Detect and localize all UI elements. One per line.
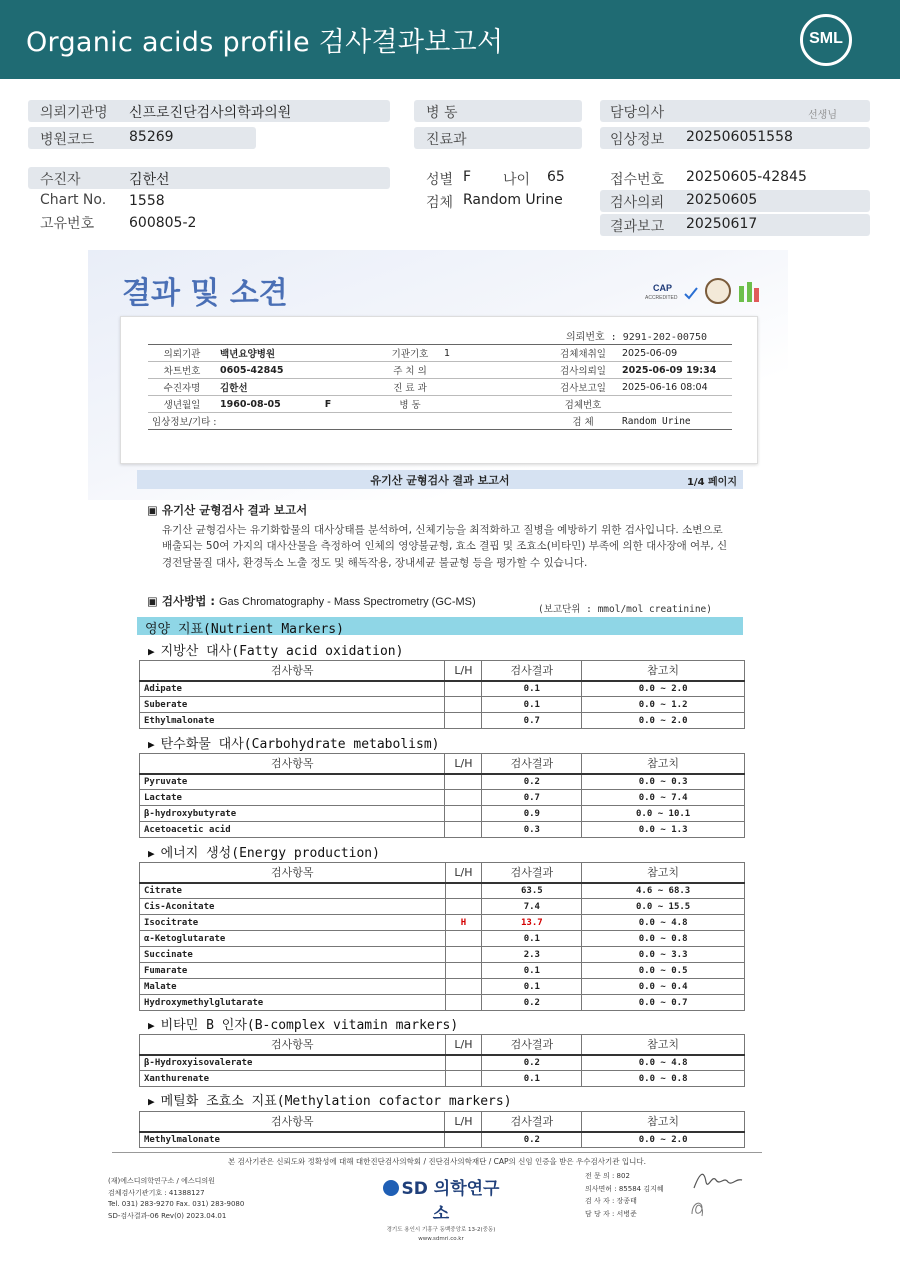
category-title — [148, 640, 403, 659]
lab-logo-block — [376, 1174, 506, 1244]
info-value: Random Urine — [618, 413, 732, 430]
triangle-bullet-icon: ▶ — [148, 1019, 155, 1032]
cap-badge — [643, 282, 699, 302]
result-cell: 0.1 — [482, 963, 582, 979]
result-cell-high: 13.7 — [482, 915, 582, 931]
lab-website: www.sdmri.co.kr — [418, 1236, 464, 1242]
lh-cell — [445, 883, 482, 899]
lh-cell — [445, 979, 482, 995]
results-table — [139, 753, 745, 838]
table-header-row — [140, 1035, 745, 1055]
col-header-ref: 참고치 — [582, 1112, 745, 1132]
receipt-no-label: 접수번호 — [610, 172, 665, 188]
item-cell: Succinate — [140, 947, 446, 963]
info-value: 1 — [440, 345, 548, 362]
table-row — [140, 883, 745, 899]
age-value: 65 — [547, 169, 565, 185]
table-row — [140, 915, 745, 931]
result-cell: 63.5 — [482, 883, 582, 899]
info-label: 생년월일 — [148, 396, 216, 413]
lab-address — [376, 1226, 506, 1244]
intro-paragraph: 유기산 균형검사는 유기화합물의 대사상태를 분석하여, 신체기능을 최적화하고 질병을 예방하기 위한 검사입니다. 소변으로 배출되는 50여 가지의 대사산물을 측정하여 인체의 영양불균형, 효소 결핍 및 조효소(비타민) 부족에 의한 대사장애 여부, 신경전달물질 대사, 환경독소 노출 정도 및 해독작용, 장내세균 불균형 등을 평가할 수 있습니다. — [162, 524, 728, 569]
item-cell: Xanthurenate — [140, 1071, 446, 1087]
info-label: 검 체 — [548, 413, 618, 430]
lh-cell — [445, 681, 482, 697]
lh-flag-high: H — [445, 915, 482, 931]
cap-icon — [643, 282, 699, 302]
lh-cell — [445, 995, 482, 1011]
ref-cell: 0.0 ~ 0.8 — [582, 1071, 745, 1087]
info-value — [440, 379, 548, 396]
report-date-value: 20250617 — [686, 216, 758, 232]
report-date-label: 결과보고 — [610, 219, 665, 235]
results-table — [139, 1034, 745, 1087]
info-label: 주 치 의 — [380, 362, 440, 379]
category-title-text: 지방산 대사(Fatty acid oxidation) — [160, 644, 404, 659]
sml-logo-text: SML — [809, 30, 843, 47]
category-title-text: 에너지 생성(Energy production) — [160, 846, 380, 861]
lh-cell — [445, 1132, 482, 1148]
table-header-row — [140, 863, 745, 883]
info-row — [148, 396, 732, 413]
page-title: Organic acids profile 검사결과보고서 — [26, 27, 504, 58]
report-heading: 결과 및 소견 — [122, 276, 288, 311]
request-no-label: 의뢰번호 : — [566, 332, 617, 343]
requester-label: 의뢰기관명 — [40, 105, 108, 121]
category-title — [148, 842, 380, 861]
info-label: 차트번호 — [148, 362, 216, 379]
specimen-value: Random Urine — [463, 192, 563, 208]
requester-value: 신프로진단검사의학과의원 — [129, 105, 292, 121]
report-info-table — [148, 344, 732, 430]
info-label — [380, 413, 440, 430]
col-header-lh: L/H — [445, 863, 482, 883]
item-cell: Pyruvate — [140, 774, 445, 790]
ref-cell: 0.0 ~ 2.0 — [582, 713, 745, 729]
chart-no-value: 1558 — [129, 193, 165, 209]
lh-cell — [445, 822, 482, 838]
triangle-bullet-icon: ▶ — [148, 1095, 155, 1108]
lh-cell — [445, 963, 482, 979]
request-date-label: 검사의뢰 — [610, 195, 665, 211]
report-section-title: 유기산 균형검사 결과 보고서 — [370, 474, 510, 487]
specimen-label: 검체 — [426, 195, 454, 211]
category-title-text: 메틸화 조효소 지표(Methylation cofactor markers) — [160, 1094, 512, 1109]
signatory-line: 담 당 자 : 서병준 — [585, 1209, 637, 1218]
lh-cell — [445, 947, 482, 963]
info-label: 검사보고일 — [548, 379, 618, 396]
result-cell: 0.1 — [482, 681, 582, 697]
lh-cell — [445, 1055, 482, 1071]
patient-name-label: 수진자 — [40, 172, 81, 188]
table-row — [140, 713, 745, 729]
clinical-info-label: 임상정보 — [610, 132, 665, 148]
category-title-text: 비타민 B 인자(B-complex vitamin markers) — [160, 1018, 459, 1033]
col-header-item: 검사항목 — [140, 754, 445, 774]
table-row — [140, 899, 745, 915]
square-bullet-icon: ▣ — [147, 594, 162, 608]
col-header-item: 검사항목 — [140, 863, 446, 883]
results-table — [139, 1111, 745, 1148]
table-row — [140, 979, 745, 995]
table-row — [140, 806, 745, 822]
info-label: 병 동 — [380, 396, 440, 413]
col-header-ref: 참고치 — [582, 661, 745, 681]
ref-cell: 0.0 ~ 0.3 — [582, 774, 745, 790]
sd-logo-icon — [383, 1180, 399, 1196]
lh-cell — [445, 697, 482, 713]
result-cell: 0.1 — [482, 697, 582, 713]
item-cell: Malate — [140, 979, 446, 995]
clinical-info-value: 202506051558 — [686, 129, 793, 145]
result-cell: 0.2 — [482, 1132, 582, 1148]
ref-cell: 0.0 ~ 1.3 — [582, 822, 745, 838]
item-cell: Cis-Aconitate — [140, 899, 446, 915]
lab-contact-line: SD-검사결과-06 Rev(0) 2023.04.01 — [108, 1211, 227, 1220]
request-date-value: 20250605 — [686, 192, 758, 208]
staff-signature — [688, 1196, 708, 1220]
ref-cell: 0.0 ~ 3.3 — [582, 947, 745, 963]
ref-cell: 0.0 ~ 1.2 — [582, 697, 745, 713]
sd-logo-text: SD 의학연구소 — [401, 1179, 500, 1224]
age-label: 나이 — [503, 172, 531, 188]
patient-name-row — [28, 167, 390, 189]
table-row — [140, 947, 745, 963]
patient-name-value: 김한선 — [129, 172, 170, 188]
info-label: 수진자명 — [148, 379, 216, 396]
info-label: 의뢰기관 — [148, 345, 216, 362]
col-header-result: 검사결과 — [482, 754, 582, 774]
lab-contact-line: (재)에스디의학연구소 / 에스디의원 — [108, 1177, 215, 1185]
item-cell: β-Hydroxyisovalerate — [140, 1055, 446, 1071]
info-value — [440, 396, 548, 413]
table-row — [140, 931, 745, 947]
info-label: 검체번호 — [548, 396, 618, 413]
result-cell: 0.2 — [482, 995, 582, 1011]
unit-note: (보고단위 : mmol/mol creatinine) — [538, 604, 712, 615]
item-cell: Hydroxymethylglutarate — [140, 995, 446, 1011]
sd-logo — [376, 1174, 506, 1224]
info-value — [440, 413, 548, 430]
method-value: Gas Chromatography - Mass Spectrometry (GC-MS) — [218, 596, 476, 608]
svg-text:ACCREDITED: ACCREDITED — [645, 295, 678, 301]
ref-cell: 0.0 ~ 10.1 — [582, 806, 745, 822]
table-row — [140, 1055, 745, 1071]
birth-date: 1960-08-05 — [220, 398, 281, 410]
lh-cell — [445, 806, 482, 822]
intro-heading — [147, 502, 307, 518]
table-header-row — [140, 754, 745, 774]
info-label: 임상정보/기타 : — [148, 413, 380, 430]
item-cell: Isocitrate — [140, 915, 446, 931]
unique-no-value: 600805-2 — [129, 215, 197, 231]
page-indicator: 1/4 페이지 — [686, 477, 737, 488]
ref-cell: 0.0 ~ 4.8 — [582, 915, 745, 931]
triangle-bullet-icon: ▶ — [148, 645, 155, 658]
info-value — [440, 362, 548, 379]
lh-cell — [445, 899, 482, 915]
lh-cell — [445, 774, 482, 790]
result-cell: 2.3 — [482, 947, 582, 963]
table-row — [140, 963, 745, 979]
signatory-line: 검 사 자 : 장종태 — [585, 1197, 637, 1205]
triangle-bullet-icon: ▶ — [148, 847, 155, 860]
info-value: 2025-06-16 08:04 — [618, 379, 732, 396]
info-row — [148, 345, 732, 362]
col-header-result: 검사결과 — [482, 1112, 582, 1132]
hospital-code-value: 85269 — [129, 129, 174, 145]
info-label: 검사의뢰일 — [548, 362, 618, 379]
result-cell: 0.1 — [482, 1071, 582, 1087]
table-row — [140, 1071, 745, 1087]
request-no-value: 9291-202-00750 — [622, 332, 708, 343]
svg-text:CAP: CAP — [653, 283, 673, 293]
signatory-block — [585, 1170, 664, 1220]
doctor-label: 담당의사 — [610, 105, 665, 121]
info-value: 김한선 — [216, 379, 380, 396]
table-row — [140, 822, 745, 838]
table-row — [140, 774, 745, 790]
report-section-bar — [137, 470, 743, 489]
category-title — [148, 1090, 512, 1109]
col-header-lh: L/H — [445, 1112, 482, 1132]
info-value: 2025-06-09 — [618, 345, 732, 362]
item-cell: Suberate — [140, 697, 445, 713]
item-cell: Lactate — [140, 790, 445, 806]
lab-address-line: 경기도 용인시 기흥구 동백중앙로 13-2(중동) — [386, 1227, 496, 1233]
item-cell: Ethylmalonate — [140, 713, 445, 729]
sex-label: 성별 — [426, 172, 454, 188]
table-row — [140, 697, 745, 713]
result-cell: 7.4 — [482, 899, 582, 915]
item-cell: Methylmalonate — [140, 1132, 445, 1148]
col-header-item: 검사항목 — [140, 1112, 445, 1132]
doctor-signature — [690, 1168, 744, 1194]
results-table — [139, 862, 745, 1011]
category-title — [148, 733, 439, 752]
lab-logo-icon — [737, 280, 761, 302]
table-row — [140, 1132, 745, 1148]
col-header-ref: 참고치 — [582, 863, 745, 883]
result-cell: 0.3 — [482, 822, 582, 838]
result-cell: 0.1 — [482, 931, 582, 947]
lh-cell — [445, 790, 482, 806]
ref-cell: 0.0 ~ 0.7 — [582, 995, 745, 1011]
request-no — [566, 328, 707, 343]
result-cell: 0.7 — [482, 790, 582, 806]
col-header-item: 검사항목 — [140, 661, 445, 681]
col-header-result: 검사결과 — [482, 661, 582, 681]
ref-cell: 0.0 ~ 7.4 — [582, 790, 745, 806]
lab-contact-line: Tel. 031) 283-9270 Fax. 031) 283-9080 — [108, 1200, 245, 1208]
lh-cell — [445, 931, 482, 947]
table-row — [140, 790, 745, 806]
sex-value: F — [463, 169, 472, 185]
department-label: 진료과 — [426, 132, 467, 148]
doctor-suffix: 선생님 — [808, 110, 837, 121]
lab-contact-line: 검체검사기관기호 : 41388127 — [108, 1188, 205, 1197]
item-cell: α-Ketoglutarate — [140, 931, 446, 947]
col-header-lh: L/H — [445, 661, 482, 681]
col-header-lh: L/H — [445, 1035, 482, 1055]
table-header-row — [140, 661, 745, 681]
ref-cell: 0.0 ~ 0.8 — [582, 931, 745, 947]
col-header-ref: 참고치 — [582, 754, 745, 774]
col-header-result: 검사결과 — [482, 1035, 582, 1055]
info-row — [148, 379, 732, 396]
col-header-result: 검사결과 — [482, 863, 582, 883]
results-table — [139, 660, 745, 729]
ref-cell: 0.0 ~ 2.0 — [582, 681, 745, 697]
info-value: 2025-06-09 19:34 — [618, 362, 732, 379]
col-header-ref: 참고치 — [582, 1035, 745, 1055]
info-value: 0605-42845 — [216, 362, 380, 379]
result-cell: 0.7 — [482, 713, 582, 729]
info-label: 기관기호 — [380, 345, 440, 362]
hospital-code-label: 병원코드 — [40, 132, 95, 148]
table-header-row — [140, 1112, 745, 1132]
ref-cell: 0.0 ~ 0.4 — [582, 979, 745, 995]
ref-cell: 0.0 ~ 0.5 — [582, 963, 745, 979]
lh-cell — [445, 1071, 482, 1087]
nutrient-markers-bar — [137, 617, 743, 635]
triangle-bullet-icon: ▶ — [148, 738, 155, 751]
item-cell: Citrate — [140, 883, 446, 899]
item-cell: Fumarate — [140, 963, 446, 979]
result-cell: 0.2 — [482, 1055, 582, 1071]
info-label: 진 료 과 — [380, 379, 440, 396]
method-label: 검사방법 : — [161, 594, 215, 608]
category-title-text: 탄수화물 대사(Carbohydrate metabolism) — [160, 737, 440, 752]
category-title — [148, 1014, 458, 1033]
ref-cell: 0.0 ~ 2.0 — [582, 1132, 745, 1148]
society-seal-icon — [705, 278, 731, 304]
info-row — [148, 362, 732, 379]
info-value — [618, 396, 732, 413]
ref-cell: 0.0 ~ 15.5 — [582, 899, 745, 915]
item-cell: Adipate — [140, 681, 445, 697]
info-value: 백년요양병원 — [216, 345, 380, 362]
info-row — [148, 413, 732, 430]
table-row — [140, 995, 745, 1011]
signatory-line: 의사면허 : 85584 김지혜 — [585, 1184, 664, 1193]
result-cell: 0.9 — [482, 806, 582, 822]
ref-cell: 0.0 ~ 4.8 — [582, 1055, 745, 1071]
square-bullet-icon: ▣ — [147, 503, 162, 517]
signatory-line: 전 문 의 : 802 — [585, 1172, 630, 1180]
lab-contact-block — [108, 1176, 244, 1222]
accreditation-note: 본 검사기관은 신뢰도와 정확성에 대해 대한진단검사의학회 / 진단검사의학재단 / CAP의 신임 인증을 받은 우수검사기관 입니다. — [112, 1152, 762, 1167]
unique-no-label: 고유번호 — [40, 216, 95, 232]
nutrient-markers-title: 영양 지표(Nutrient Markers) — [145, 622, 344, 637]
col-header-item: 검사항목 — [140, 1035, 446, 1055]
result-cell: 0.1 — [482, 979, 582, 995]
info-value — [216, 396, 380, 413]
result-cell: 0.2 — [482, 774, 582, 790]
item-cell: Acetoacetic acid — [140, 822, 445, 838]
info-label: 검체채취일 — [548, 345, 618, 362]
ref-cell: 4.6 ~ 68.3 — [582, 883, 745, 899]
sml-logo — [800, 14, 852, 66]
col-header-lh: L/H — [445, 754, 482, 774]
intro-heading-text: 유기산 균형검사 결과 보고서 — [161, 503, 308, 517]
receipt-no-value: 20250605-42845 — [686, 169, 807, 185]
chart-no-label: Chart No. — [40, 192, 107, 208]
item-cell: β-hydroxybutyrate — [140, 806, 445, 822]
lh-cell — [445, 713, 482, 729]
method-line — [147, 593, 476, 609]
ward-label: 병 동 — [426, 105, 458, 121]
birth-sex: F — [324, 398, 332, 410]
table-row — [140, 681, 745, 697]
